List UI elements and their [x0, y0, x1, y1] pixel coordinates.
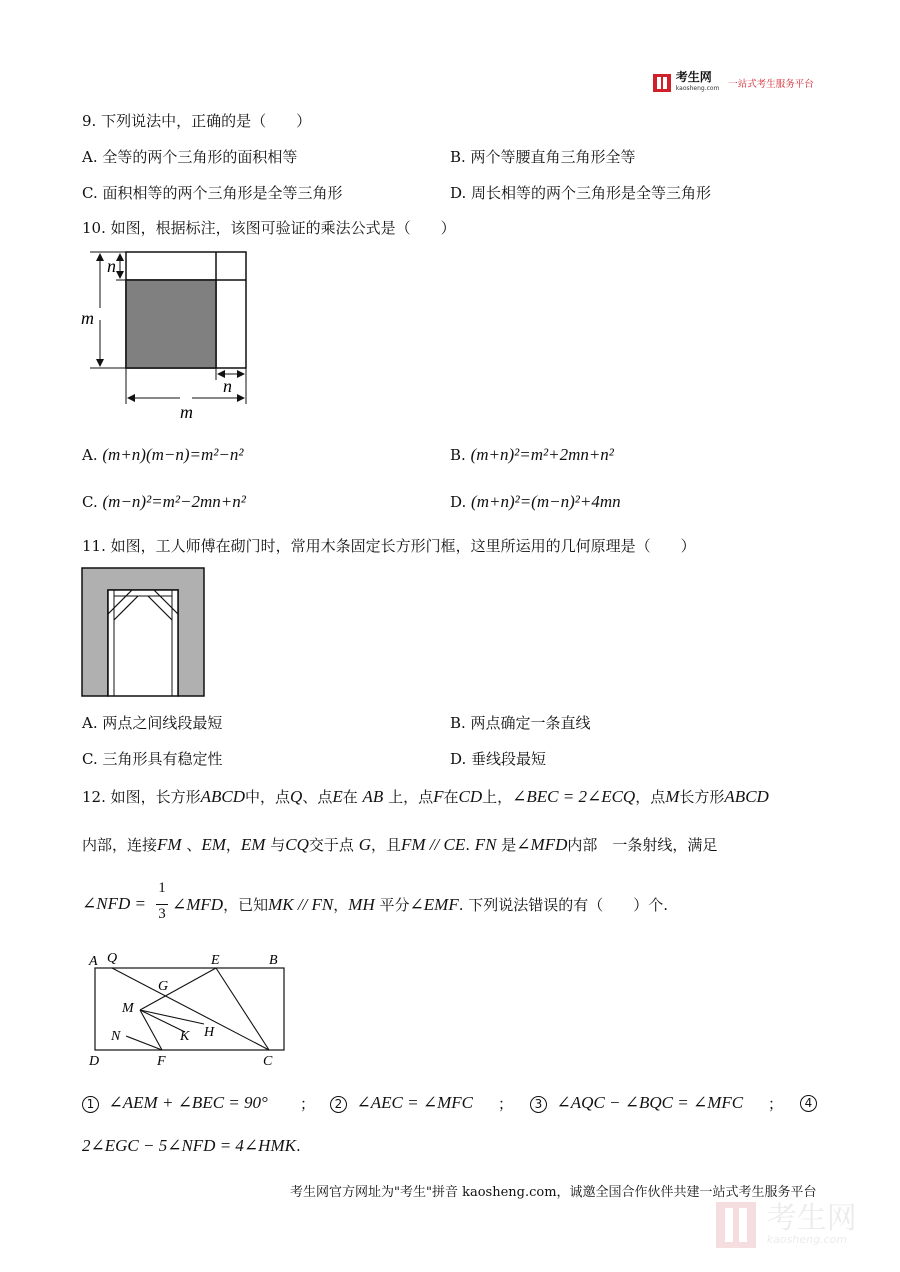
q10-stem: 10. 如图，根据标注，该图可验证的乘法公式是（ ）: [82, 219, 456, 237]
q12-line-2: 内部，连接FM 、EM，EM 与CQ交于点 G，且FM // CE. FN 是∠MFD内部 一条射线，满足: [82, 835, 718, 854]
q10-option-a: A. (m+n)(m−n)=m²−n²: [82, 445, 244, 464]
footer-text: 考生网官方网址为"考生"拼音 kaosheng.com，诚邀全国合作伙伴共建一站式考生服务平台: [290, 1185, 817, 1200]
label-M: M: [122, 1001, 134, 1016]
q12-statement-4-num: 4: [800, 1093, 817, 1112]
q11-door-frame-figure: [80, 566, 206, 698]
label-n-top: n: [107, 256, 116, 276]
q9-stem: 9. 下列说法中，正确的是（ ）: [82, 112, 312, 130]
q12-statement-2: 2 ∠AEC = ∠MFC: [330, 1093, 473, 1113]
q11-option-c: C. 三角形具有稳定性: [82, 750, 223, 768]
q9-option-c: C. 面积相等的两个三角形是全等三角形: [82, 184, 343, 202]
q11-option-a: A. 两点之间线段最短: [82, 714, 223, 732]
label-m-bottom: m: [180, 402, 193, 422]
q12-sep-2: ；: [498, 1095, 514, 1113]
label-E: E: [211, 953, 220, 968]
label-A: A: [89, 954, 98, 969]
watermark-domain: kaosheng.com: [766, 1233, 848, 1246]
q10-square-figure: [80, 244, 260, 424]
q12-statement-4: 2∠EGC − 5∠NFD = 4∠HMK.: [82, 1136, 301, 1155]
label-F: F: [157, 1054, 166, 1069]
label-H: H: [204, 1025, 215, 1040]
logo-brand: 考生网 kaosheng.com: [675, 70, 720, 92]
watermark-logo: [716, 1202, 857, 1248]
q9-option-d: D. 周长相等的两个三角形是全等三角形: [450, 184, 712, 202]
logo-slogan: 一站式考生服务平台: [728, 79, 814, 90]
label-N: N: [111, 1029, 121, 1044]
q12-sep-3: ；: [768, 1095, 784, 1113]
fraction-bar: [156, 904, 168, 905]
label-D: D: [89, 1054, 100, 1069]
label-Q: Q: [107, 951, 118, 966]
label-C: C: [263, 1054, 273, 1069]
q10-option-d: D. (m+n)²=(m−n)²+4mn: [450, 492, 621, 511]
shaded-square: [126, 280, 216, 368]
q11-option-b: B. 两点确定一条直线: [450, 714, 591, 732]
q9-option-a: A. 全等的两个三角形的面积相等: [82, 148, 298, 166]
q11-option-d: D. 垂线段最短: [450, 750, 547, 768]
watermark-brand: 考生网 kaosheng.com: [766, 1201, 857, 1246]
header-logo: [653, 72, 814, 94]
q12-line-1: 12. 如图，长方形ABCD中，点Q、点E在 AB 上，点F在CD上，∠BEC = 2∠ECQ，点M长方形ABCD: [82, 787, 769, 806]
label-B: B: [269, 953, 278, 968]
q12-sep-1: ；: [300, 1095, 316, 1113]
kaosheng-logo-icon: [653, 74, 671, 92]
q10-option-b: B. (m+n)²=m²+2mn+n²: [450, 445, 614, 464]
logo-domain: kaosheng.com: [675, 85, 720, 92]
q12-statement-1: 1 ∠AEM + ∠BEC = 90°: [82, 1093, 268, 1113]
watermark-logo-icon: [716, 1202, 756, 1248]
label-m-left: m: [81, 308, 94, 328]
label-G: G: [158, 979, 169, 994]
q11-stem: 11. 如图，工人师傅在砌门时，常用木条固定长方形门框，这里所运用的几何原理是（ ）: [82, 537, 696, 555]
q12-rectangle-figure: [82, 948, 292, 1070]
label-n-right: n: [223, 376, 232, 396]
q10-option-c: C. (m−n)²=m²−2mn+n²: [82, 492, 246, 511]
q9-option-b: B. 两个等腰直角三角形全等: [450, 148, 636, 166]
label-K: K: [180, 1029, 190, 1044]
q12-statement-3: 3 ∠AQC − ∠BQC = ∠MFC: [530, 1093, 743, 1113]
